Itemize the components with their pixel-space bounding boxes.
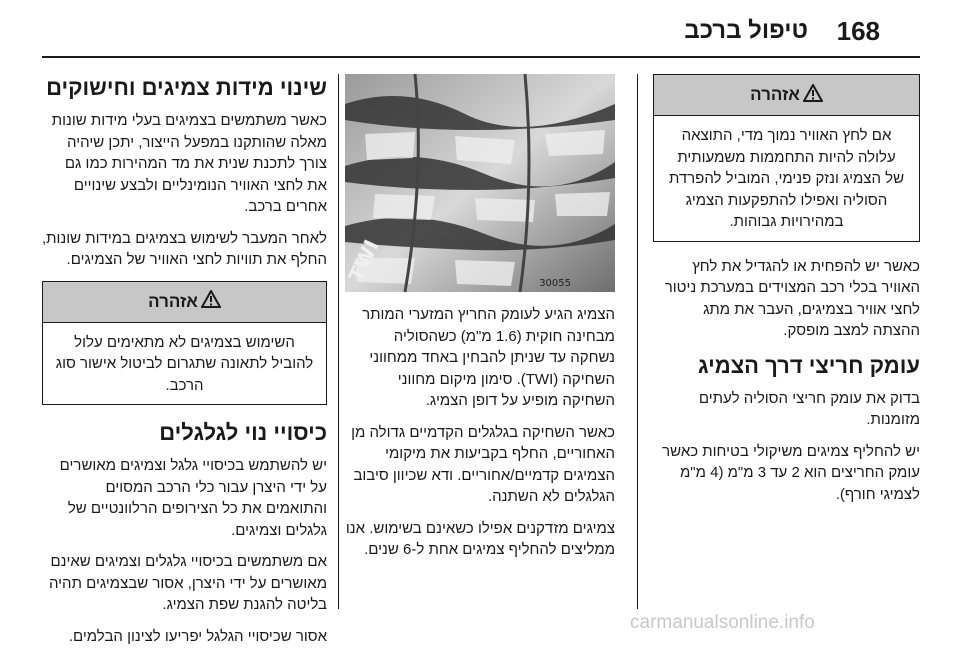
warning-label: אזהרה — [148, 291, 198, 311]
paragraph: הצמיג הגיע לעומק החריץ המזערי המותר מבחינה חוקית (1.6 מ"מ) כשהסוליה נשחקה עד שניתן להבחין באחד ממחווני השחיקה (TWI). סימון מיקום מחווני השחיקה מופיע על דופן הצמיג. — [362, 306, 615, 409]
paragraph: לאחר המעבר לשימוש בצמיגים במידות שונות, החלף את תוויות לחצי האוויר של הצמיגים. — [42, 229, 327, 268]
warning-box — [653, 74, 920, 242]
header-divider — [42, 56, 920, 58]
tire-tread-image — [345, 74, 615, 292]
paragraph: כאשר השחיקה בגלגלים הקדמיים גדולה מן האחוריים, החלף בקביעות את מיקומי הצמיגים קדמיים/אחוריים. ודא שכיוון סיבוב הגלגלים לא השתנה. — [351, 423, 615, 505]
page-header — [42, 12, 920, 50]
paragraph: יש להשתמש בכיסויי גלגל וצמיגים מאושרים על ידי היצרן עבור כלי הרכב המסוים והתואמים את כל הצירופים הרלוונטיים של גלגלים וצמיגים. — [59, 457, 327, 539]
warning-label: אזהרה — [750, 85, 800, 104]
tire-marking: TWI — [345, 235, 384, 286]
paragraph: אסור שכיסויי הגלגל יפריעו לצינון הבלמים. — [68, 627, 327, 645]
section-heading-tread-depth: עומק חריצי דרך הצמיג — [698, 352, 920, 378]
figure-number: 30055 — [539, 278, 571, 289]
warning-header — [43, 282, 326, 323]
left-column — [42, 74, 327, 657]
warning-text: השימוש בצמיגים לא מתאימים עלול להוביל לתאונה שתגרום לביטול אישור סוג הרכב. — [55, 333, 314, 394]
column-divider — [338, 74, 339, 609]
paragraph: צמיגים מזדקנים אפילו כשאינם בשימוש. אנו ממליצים להחליף צמיגים אחת ל-6 שנים. — [345, 519, 615, 558]
warning-header — [654, 75, 919, 116]
watermark: carmanualsonline.info — [630, 612, 815, 633]
warning-triangle-icon — [201, 290, 221, 313]
column-divider — [637, 74, 638, 609]
warning-box — [42, 281, 327, 406]
warning-text: אם לחץ האוויר נמוך מדי, התוצאה עלולה להיות התחממות משמעותית של הצמיג ונזק פנימי, המוביל להפרדת הסוליה ואפילו להתפקעות הצמיג במהירויות גבוהות. — [668, 127, 905, 230]
page-number: 168 — [836, 16, 880, 46]
section-heading-wheel-covers: כיסויי נוי לגלגלים — [159, 420, 327, 445]
paragraph: כאשר יש להפחית או להגדיל את לחץ האוויר בכלי רכב המצוידים במערכת ניטור לחצי אוויר בצמיגים, העבר את מתג ההצתה למצב מופסק. — [664, 257, 920, 339]
right-column — [653, 74, 920, 515]
paragraph: בדוק את עומק חריצי הסוליה לעתים מזומנות. — [698, 389, 920, 428]
paragraph: יש להחליף צמיגים משיקולי בטיחות כאשר עומק החריצים הוא 2 עד 3 מ"מ (4 מ"מ לצמיגי חורף). — [662, 442, 920, 503]
paragraph: כאשר משתמשים בצמיגים בעלי מידות שונות מאלה שהותקנו במפעל הייצור, יתכן שיהיה צורך לתכנת שנית את מד המהירות כמו גם את לחצי האוויר הנומינליים ולבצע שינויים אחרים ברכב. — [51, 112, 327, 215]
section-heading-size-change: שינוי מידות צמיגים וחישוקים — [46, 75, 327, 100]
middle-column — [345, 74, 615, 571]
warning-triangle-icon — [803, 84, 823, 107]
page-title: טיפול ברכב — [684, 17, 808, 44]
paragraph: אם משתמשים בכיסויי גלגלים וצמיגים שאינם מאושרים על ידי היצרן, אסור שבצמיגים תהיה בליטה להגנת שפת הצמיג. — [48, 553, 327, 613]
